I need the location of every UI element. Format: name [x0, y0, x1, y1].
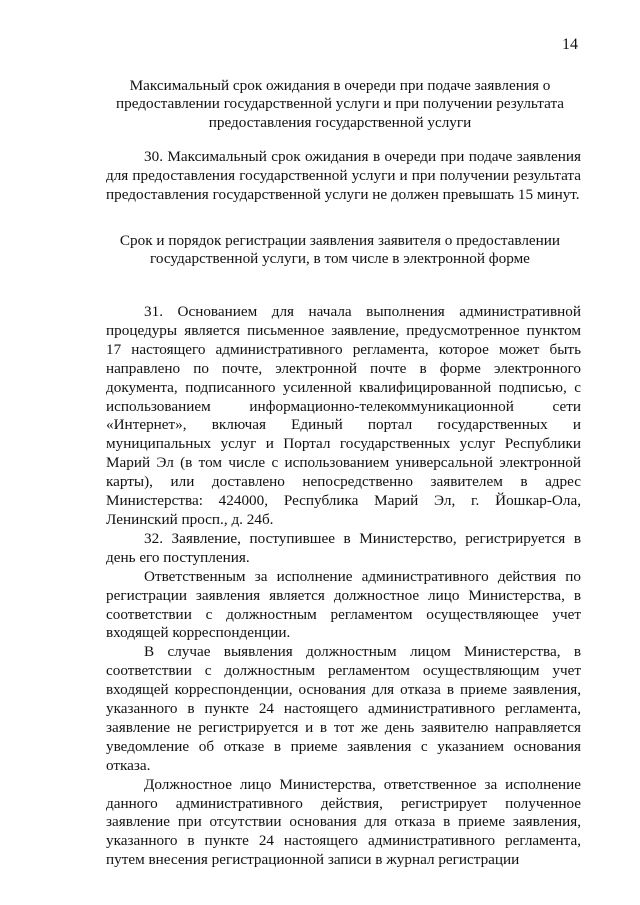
paragraph-31: 31. Основанием для начала выполнения административной процедуры является письменное заявление, предусмотренное пунктом 17 настоящего административного регламента, которое может быть направлено по почте, электронной почте в форме электронного документа, подписанного усиленной квалифицированной подписью, с использованием информационно-телекоммуникационной сети «Интернет», включая Единый портал государственных и муниципальных услуг и Портал государственных услуг Республики Марий Эл (в том числе с использованием универсальной электронной карты), или доставлено непосредственно заявителем в адрес Министерства: 424000, Республика Марий Эл, г. Йошкар-Ола, Ленинский просп., д. 24б. [106, 303, 581, 528]
section-heading-queue-time: Максимальный срок ожидания в очереди при подаче заявления о предоставлении государственной услуги и при получении результата предоставления государственной услуги [115, 77, 565, 131]
section-heading-registration: Срок и порядок регистрации заявления заявителя о предоставлении государственной услуги, в том числе в электронной форме [119, 232, 561, 268]
paragraph-responsible-official: Ответственным за исполнение административного действия по регистрации заявления является должностное лицо Министерства, в соответствии с должностным регламентом осуществляющее учет входящей корреспонденции. [106, 567, 581, 642]
section-body-registration [106, 303, 581, 870]
paragraph-30: 30. Максимальный срок ожидания в очереди при подаче заявления для предоставления государственной услуги и при получении результата предоставления государственной услуги не должен превышать 15 минут. [106, 148, 581, 203]
paragraph-registration-entry: Должностное лицо Министерства, ответственное за исполнение данного административного действия, регистрирует полученное заявление при отсутствии основания для отказа в приеме заявления, указанного в пункте 24 настоящего административного регламента, путем внесения регистрационной записи в журнал регистрации [106, 775, 581, 869]
section-body-queue-time [106, 148, 581, 205]
paragraph-32: 32. Заявление, поступившее в Министерство, регистрируется в день его поступления. [106, 529, 581, 566]
page-number: 14 [562, 36, 578, 53]
paragraph-refusal-case: В случае выявления должностным лицом Министерства, в соответствии с должностным регламентом осуществляющим учет входящей корреспонденции, основания для отказа в приеме заявления, указанного в пункте 24 настоящего административного регламента, заявление не регистрируется и в тот же день заявителю направляется уведомление об отказе в приеме заявления с указанием основания отказа. [106, 643, 581, 774]
